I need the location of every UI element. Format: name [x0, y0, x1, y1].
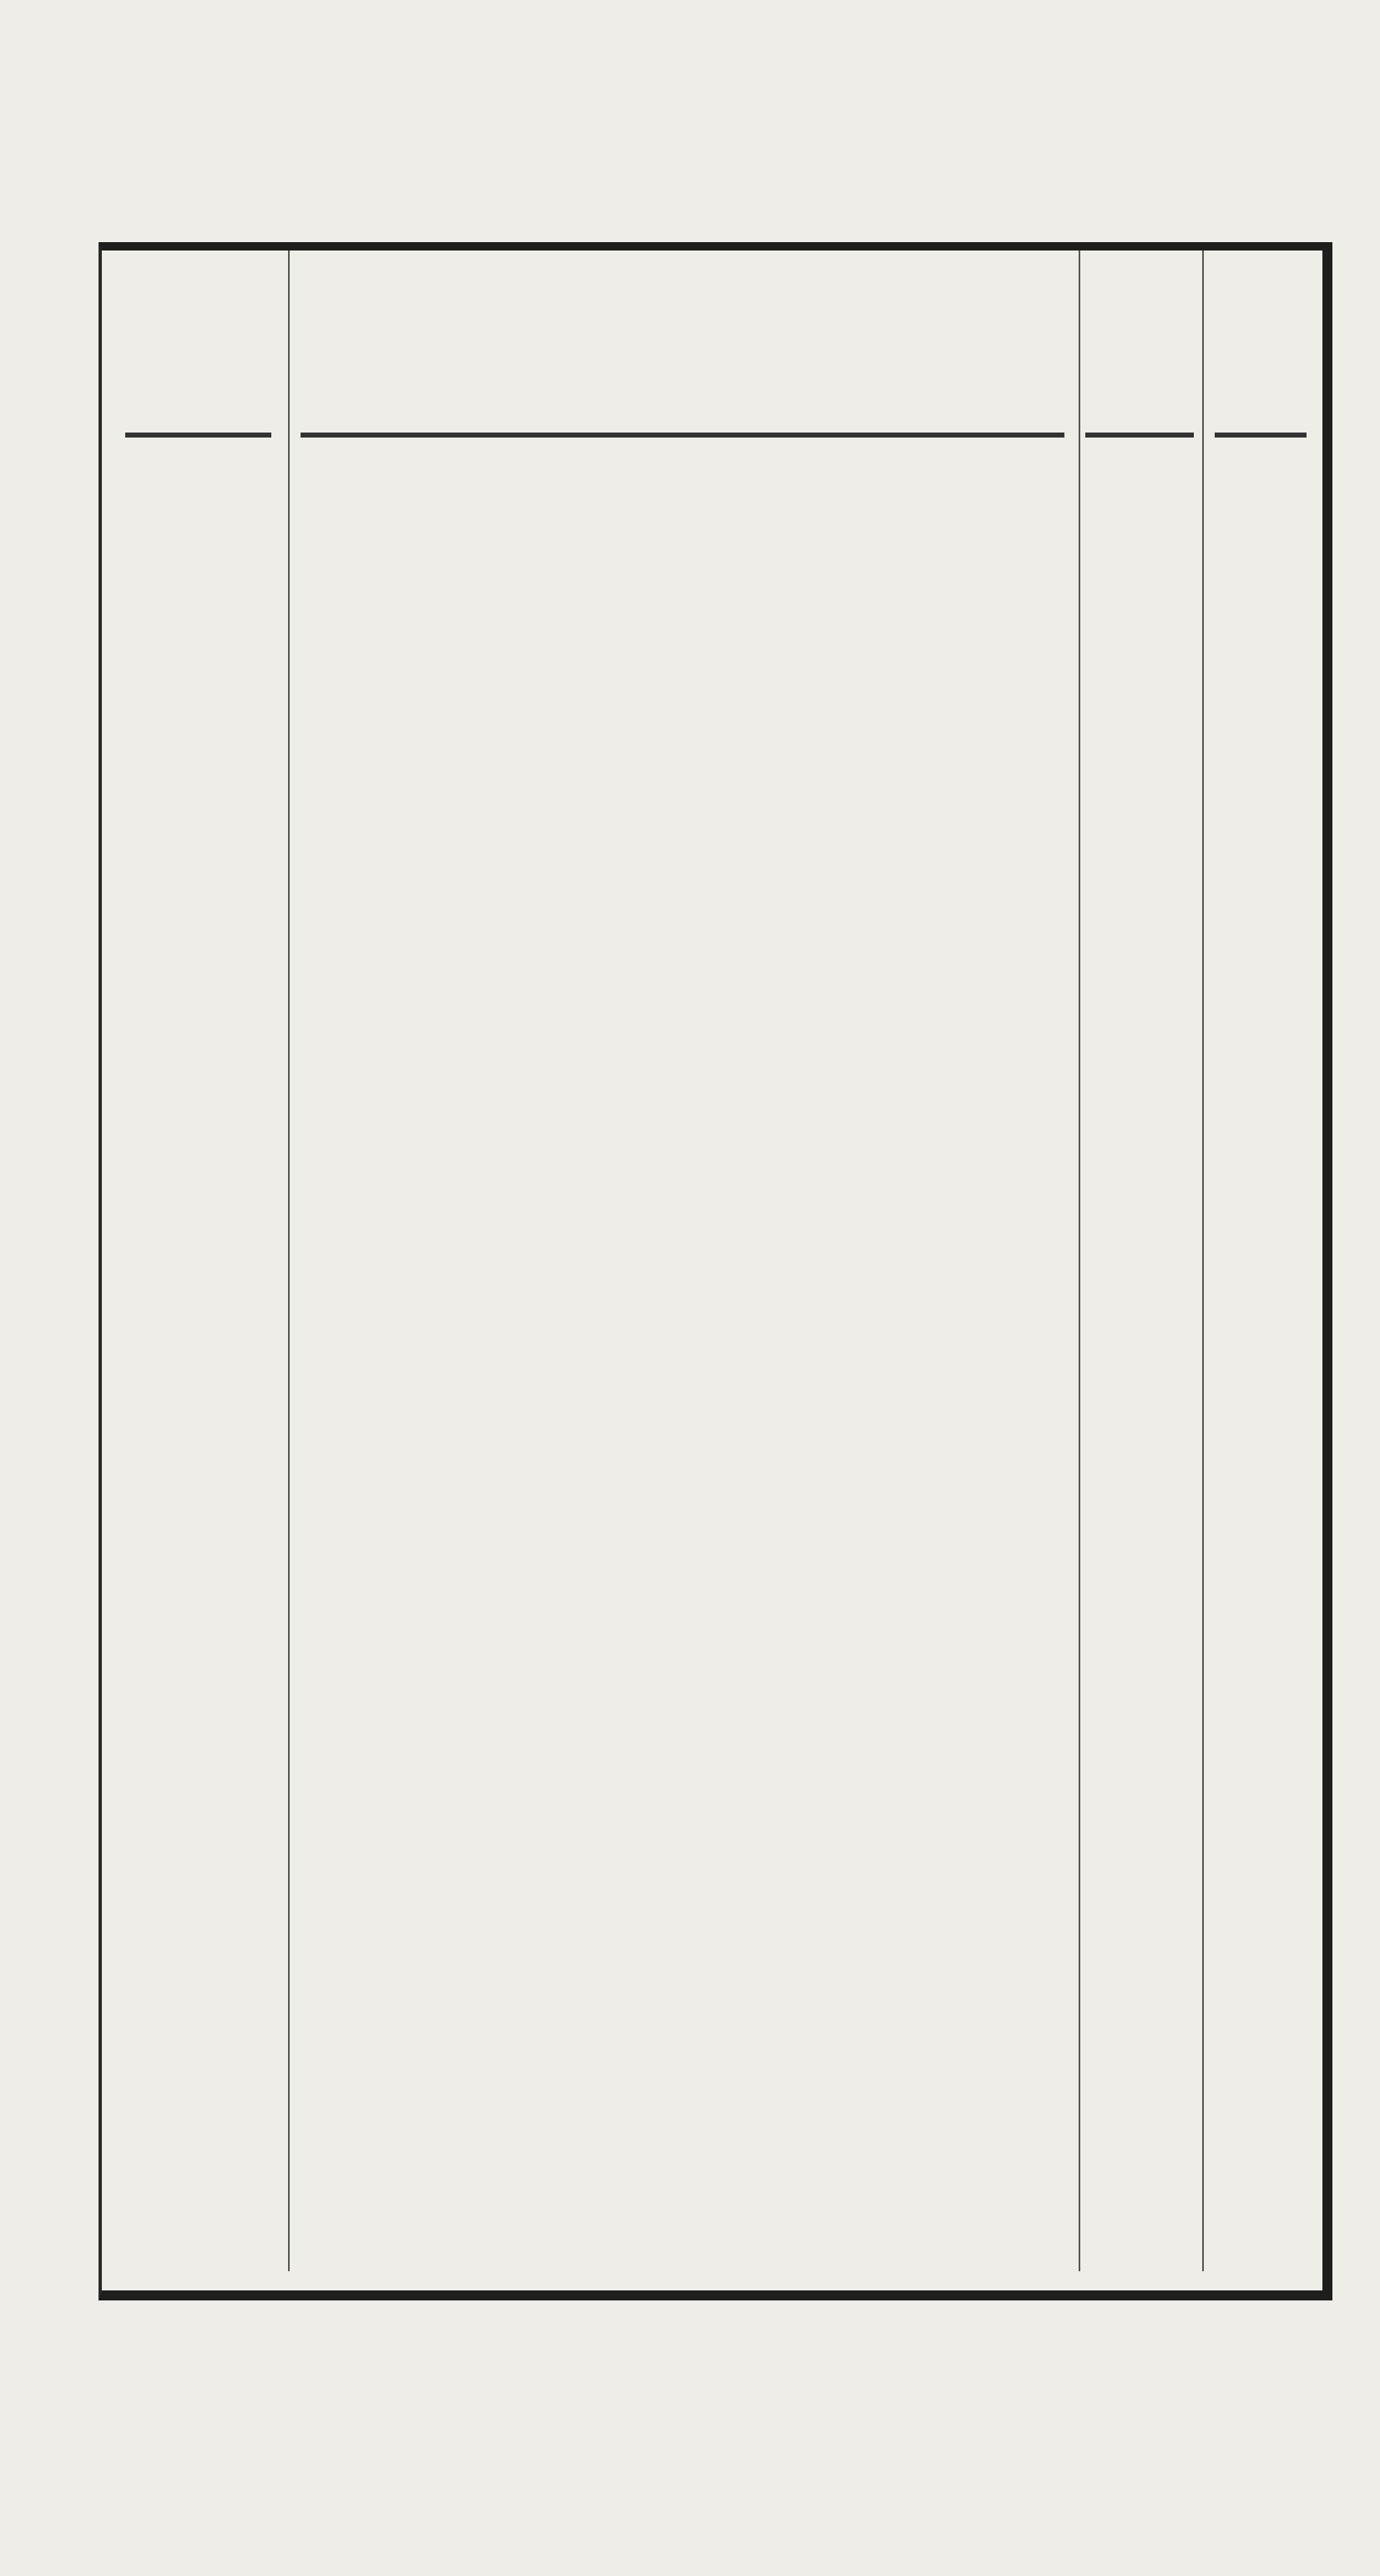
column-divider [1079, 251, 1080, 2271]
column-header-dates [125, 288, 259, 300]
column-header-numeros [1085, 267, 1211, 443]
header-rule [125, 433, 271, 438]
column-divider [1202, 251, 1204, 2271]
table-frame [99, 242, 1332, 2300]
header-rule [1215, 433, 1307, 438]
column-divider [288, 251, 290, 2271]
header-rule [301, 433, 1064, 438]
